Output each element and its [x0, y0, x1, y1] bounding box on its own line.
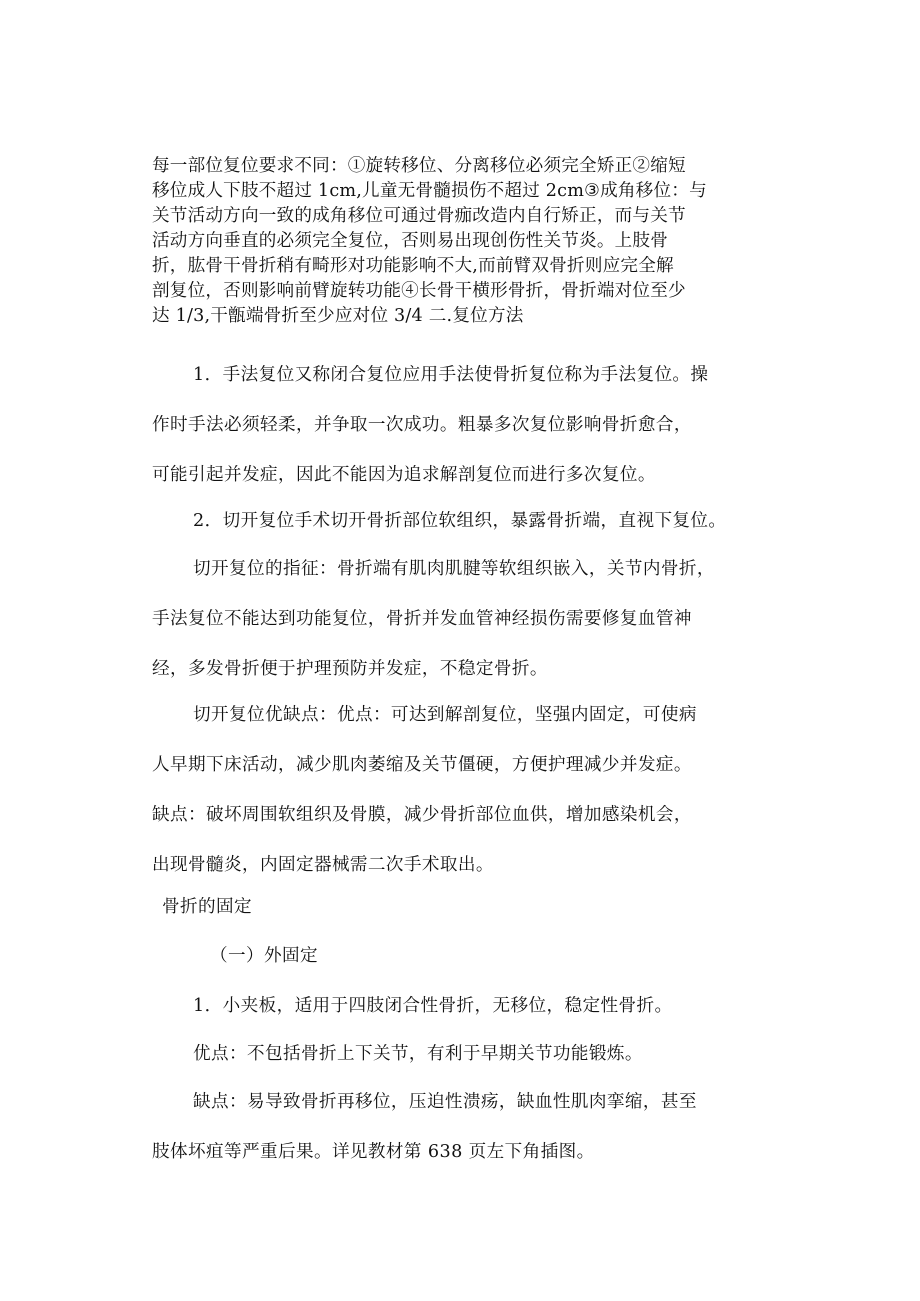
text-line: 达 1/3,干甑端骨折至少应对位 3/4 二.复位方法 [152, 306, 524, 326]
manual-reduction-paragraph [152, 350, 772, 500]
text-line: 手法复位不能达到功能复位，骨折并发血管神经损伤需要修复血管神 [152, 609, 692, 629]
text-line: 移位成人下肢不超过 1cm,儿童无骨髓损伤不超过 2cm③成角移位：与 [152, 181, 707, 201]
intro-paragraph [152, 154, 764, 329]
text-line: 出现骨髓炎，内固定器械需二次手术取出。 [152, 855, 494, 875]
heading-text: （一）外固定 [210, 946, 318, 966]
open-indications-paragraph [152, 544, 772, 694]
text-line: 2．切开复位手术切开骨折部位软组织，暴露骨折端，直视下复位。 [193, 511, 727, 531]
text-line: 切开复位优缺点：优点：可达到解剖复位，坚强内固定，可使病 [193, 705, 697, 725]
text-line: 活动方向垂直的必须完全复位，否则易出现创伤性关节炎。上肢骨 [152, 231, 669, 251]
text-line: 人早期下床活动，减少肌肉萎缩及关节僵硬，方便护理减少并发症。 [152, 755, 692, 775]
text-line: 缺点：破坏周围软组织及骨膜，减少骨折部位血供，增加感染机会， [152, 805, 692, 825]
fixation-heading [162, 882, 782, 932]
splint-paragraph [152, 981, 772, 1031]
text-line: 关节活动方向一致的成角移位可通过骨痂改造内自行矫正，而与关节 [152, 206, 686, 226]
text-line: 每一部位复位要求不同：①旋转移位、分离移位必须完全矫正②缩短 [152, 156, 686, 176]
text-line: 1．小夹板，适用于四肢闭合性骨折，无移位，稳定性骨折。 [193, 996, 673, 1016]
heading-text: 骨折的固定 [162, 897, 252, 917]
text-line: 作时手法必须轻柔，并争取一次成功。粗暴多次复位影响骨折愈合， [152, 415, 692, 435]
text-line: 剖复位，否则影响前臂旋转功能④长骨干横形骨折，骨折端对位至少 [152, 281, 686, 301]
text-line: 1．手法复位又称闭合复位应用手法使骨折复位称为手法复位。操 [193, 365, 709, 385]
open-pros-cons-paragraph [152, 690, 772, 890]
splint-cons-paragraph [152, 1077, 772, 1177]
text-line: 折，肱骨干骨折稍有畸形对功能影响不大,而前臂双骨折则应完全解 [152, 256, 674, 276]
splint-pros-paragraph [152, 1029, 772, 1079]
text-line: 肢体坏疽等严重后果。详见教材第 638 页左下角插图。 [152, 1142, 595, 1162]
text-line: 缺点：易导致骨折再移位，压迫性溃疡，缺血性肌肉挛缩，甚至 [193, 1092, 697, 1112]
text-line: 经，多发骨折便于护理预防并发症，不稳定骨折。 [152, 659, 548, 679]
external-fixation-heading [210, 931, 830, 981]
text-line: 切开复位的指征：骨折端有肌肉肌腱等软组织嵌入，关节内骨折， [193, 559, 715, 579]
text-line: 优点：不包括骨折上下关节，有利于早期关节功能锻炼。 [193, 1044, 643, 1064]
open-reduction-paragraph [152, 496, 772, 546]
text-line: 可能引起并发症，因此不能因为追求解剖复位而进行多次复位。 [152, 465, 656, 485]
